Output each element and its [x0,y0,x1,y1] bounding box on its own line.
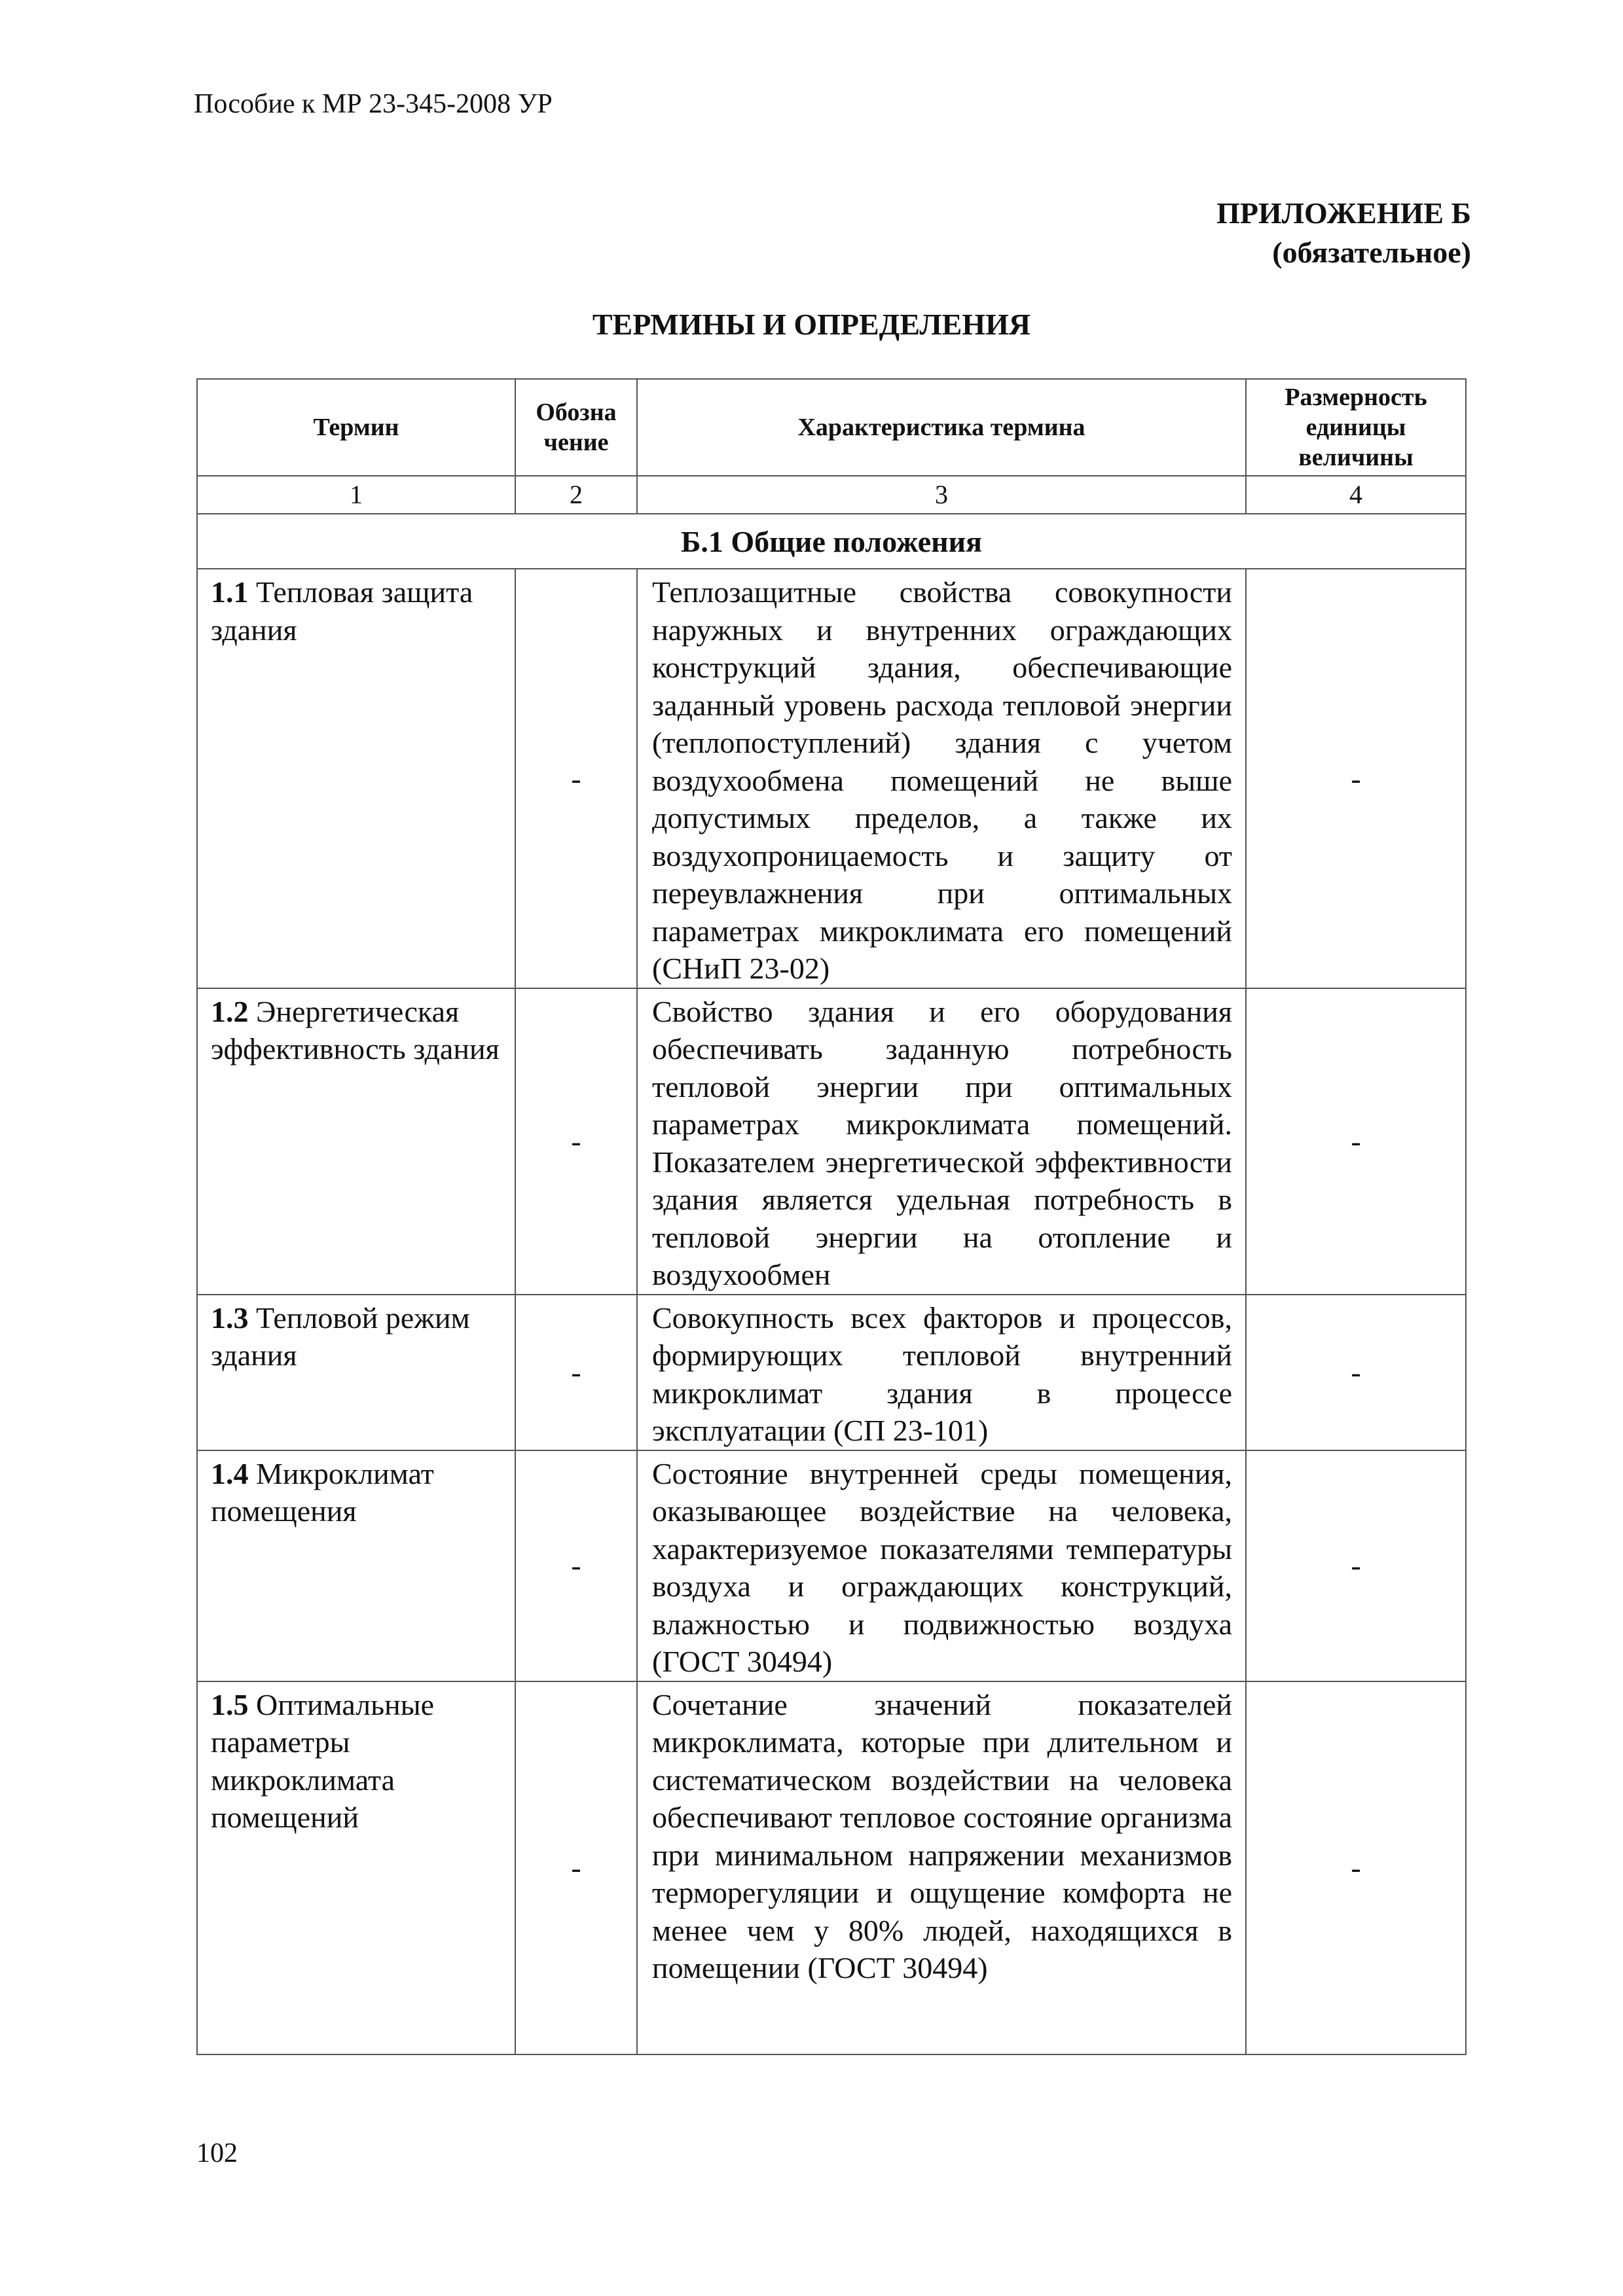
column-header-unit: Размерность единицы величины [1246,379,1466,476]
term-name: Оптимальные параметры микроклимата помещений [211,1687,435,1834]
table-header-row [197,379,1466,476]
table-row [197,1681,1466,2054]
term-definition-cell [637,1681,1246,2054]
term-definition-cell [637,569,1246,988]
term-symbol: - [515,1681,637,2054]
document-title: ТЕРМИНЫ И ОПРЕДЕЛЕНИЯ [592,308,1031,341]
table-row [197,1450,1466,1681]
column-header-term: Термин [197,379,515,476]
column-number: 4 [1246,476,1466,514]
term-number: 1.4 [211,1456,249,1490]
term-definition: Состояние внутренней среды помещения, оказывающее воздействие на человека, характеризуемое показателями температуры воздуха и ограждающих конструкций, влажностью и подвижностью воздуха (ГОСТ 30494) [652,1456,1232,1678]
term-number: 1.5 [211,1687,249,1721]
section-title: Б.1 Общие положения [197,514,1466,569]
table-row [197,1295,1466,1450]
term-unit: - [1246,1295,1466,1450]
term-unit: - [1246,1450,1466,1681]
column-header-definition: Характеристика термина [637,379,1246,476]
table-row [197,569,1466,988]
term-symbol: - [515,1450,637,1681]
term-number: 1.2 [211,994,249,1028]
term-unit: - [1246,988,1466,1295]
term-name: Энергетическая эффективность здания [211,994,500,1066]
term-symbol: - [515,988,637,1295]
term-definition-cell [637,1450,1246,1681]
term-name-cell [197,988,515,1295]
term-number: 1.1 [211,575,249,609]
term-definition: Сочетание значений показателей микроклимата, которые при длительном и систематическом воздействии на человека обеспечивают тепловое состояние организма при минимальном напряжении механизмов терморегуляции и ощущение комфорта не менее чем у 80% людей, находящихся в помещении (ГОСТ 30494) [652,1687,1232,1984]
term-name-cell [197,1450,515,1681]
appendix-title: ПРИЛОЖЕНИЕ Б [1216,196,1471,230]
term-definition: Свойство здания и его оборудования обеспечивать заданную потребность тепловой энергии при оптимальных параметрах микроклимата помещений. Показателем энергетической эффективности здания является удельная потребность в тепловой энергии на отопление и воздухообмен [652,994,1232,1291]
term-definition: Теплозащитные свойства совокупности наружных и внутренних ограждающих конструкций здания, обеспечивающие заданный уровень расхода тепловой энергии (теплопоступлений) здания с учетом воздухообмена помещений не выше допустимых пределов, а также их воздухопроницаемость и защиту от переувлажнения при оптимальных параметрах микроклимата его помещений (СНиП 23-02) [652,575,1232,985]
column-number: 1 [197,476,515,514]
term-definition-cell [637,988,1246,1295]
term-definition: Совокупность всех факторов и процессов, формирующих тепловой внутренний микроклимат здания в процессе эксплуатации (СП 23-101) [652,1300,1232,1447]
column-number: 2 [515,476,637,514]
term-name-cell [197,1295,515,1450]
column-header-symbol: Обозна чение [515,379,637,476]
appendix-note: (обязательное) [1272,236,1471,269]
column-number-row [197,476,1466,514]
term-symbol: - [515,1295,637,1450]
appendix-heading [1216,194,1471,272]
page-number: 102 [196,2138,238,2168]
term-name: Тепловой режим здания [211,1300,470,1372]
term-name-cell [197,1681,515,2054]
section-row [197,514,1466,569]
term-name-cell [197,569,515,988]
term-unit: - [1246,1681,1466,2054]
term-symbol: - [515,569,637,988]
term-definition-cell [637,1295,1246,1450]
table-row [197,988,1466,1295]
column-number: 3 [637,476,1246,514]
running-header: Пособие к МР 23-345-2008 УР [194,89,553,119]
term-number: 1.3 [211,1300,249,1335]
term-name: Тепловая защита здания [211,575,473,647]
term-unit: - [1246,569,1466,988]
term-name: Микроклимат помещения [211,1456,434,1528]
terms-table [196,378,1467,2055]
